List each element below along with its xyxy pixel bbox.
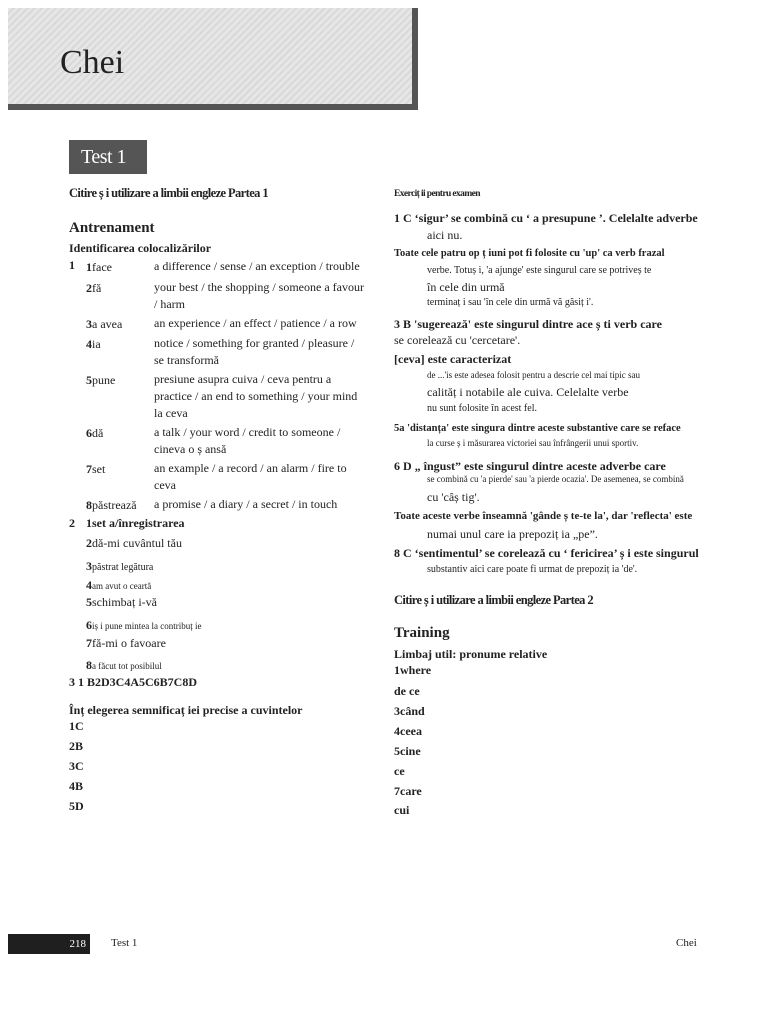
table-row <box>86 424 103 442</box>
table-row <box>86 371 115 389</box>
page-number: 218 <box>8 934 90 954</box>
list-item: ce <box>394 764 405 778</box>
list-item <box>86 576 151 594</box>
chapter-title: Chei <box>60 44 125 81</box>
row-definition: a difference / sense / an exception / trouble <box>154 259 360 273</box>
row-number: 7 <box>86 462 92 476</box>
item-number: 1 <box>86 516 92 530</box>
row-number: 1 <box>86 260 92 274</box>
answer-item: 4B <box>69 779 84 793</box>
exercise-2-number: 2 <box>69 516 75 530</box>
row-definition: a talk / your word / credit to someone / cineva o ș ansă <box>154 425 341 456</box>
list-item: 3când <box>394 704 425 718</box>
test-label: Test 1 <box>69 140 147 174</box>
answer-item: 5D <box>69 799 84 813</box>
list-item: 5cine <box>394 744 421 758</box>
item-number: 4 <box>86 578 92 592</box>
list-item <box>86 516 185 531</box>
table-row <box>86 496 137 514</box>
exercise-1-number: 1 <box>69 258 75 272</box>
answer-3-line-1: 3 B 'sugerează' este singurul dintre ace ș ti verb care <box>394 317 662 331</box>
item-number: 5 <box>86 595 92 609</box>
limbaj-heading: Limbaj util: pronume relative <box>394 647 548 661</box>
answer-2-line-1: Toate cele patru op ț iuni pot fi folosite cu 'up' ca verb frazal <box>394 248 665 259</box>
table-row <box>86 279 101 297</box>
answer-2-line-3: în cele din urmă <box>427 280 505 294</box>
table-row <box>86 335 101 353</box>
row-definition: an example / a record / an alarm / fire to ceva <box>154 461 347 492</box>
answer-1-line-1: 1 C ‘sigur’ se combină cu ‘ a presupune ’. Celelalte adverbe <box>394 211 698 225</box>
row-number: 6 <box>86 426 92 440</box>
list-item <box>86 536 182 551</box>
answer-6-line-3: cu 'câș tig'. <box>427 490 480 504</box>
table-row <box>86 460 105 478</box>
answer-7-line-2: numai unul care ia prepoziț ia „pe”. <box>427 527 598 541</box>
row-verb: a avea <box>92 317 123 331</box>
answer-5-line-2: la curse ș i măsurarea victoriei sau înfrângerii unui sportiv. <box>427 438 639 448</box>
exercise-3-answers: 3 1 B2D3C4A5C6B7C8D <box>69 675 198 689</box>
item-text: păstrat legătura <box>92 562 154 573</box>
row-number: 4 <box>86 337 92 351</box>
answer-4-line-2: de ...'is este adesea folosit pentru a descrie cel mai tipic sau <box>427 370 641 380</box>
item-number: 3 <box>86 559 92 573</box>
item-number: 2 <box>86 536 92 550</box>
answer-item: 1C <box>69 719 84 733</box>
item-text: set a/înregistrarea <box>92 516 185 530</box>
item-number: 6 <box>86 618 92 632</box>
list-item: cui <box>394 803 410 817</box>
answer-item: 3C <box>69 759 84 773</box>
answer-8-line-1: 8 C ‘sentimentul’ se corelează cu ‘ fericirea’ ș i este singurul <box>394 546 699 560</box>
item-text: fă-mi o favoare <box>92 636 166 650</box>
row-definition: your best / the shopping / someone a favour / harm <box>154 280 364 311</box>
item-text: schimbaț i-vă <box>92 595 157 609</box>
row-verb: pune <box>92 373 116 387</box>
list-item <box>86 557 153 575</box>
training-heading: Training <box>394 625 450 641</box>
list-item <box>86 636 166 651</box>
table-row <box>86 258 112 276</box>
section-heading-part1: Citire ș i utilizare a limbii engleze Partea 1 <box>69 186 268 200</box>
list-item: 4ceea <box>394 724 422 738</box>
row-definition: a promise / a diary / a secret / in touch <box>154 497 338 511</box>
answer-5-line-1: 5a 'distanța' este singura dintre aceste substantive care se reface <box>394 423 681 434</box>
row-definition: an experience / an effect / patience / a row <box>154 316 357 330</box>
answer-2-line-4: terminaț i sau 'în cele din urmă vă găsiț i'. <box>427 297 594 308</box>
answer-6-line-1: 6 D „ îngust” este singurul dintre aceste adverbe care <box>394 459 666 473</box>
list-item: 1where <box>394 663 432 677</box>
row-verb: face <box>92 260 112 274</box>
item-text: iș i pune mintea la contribuț ie <box>92 621 202 631</box>
row-verb: păstrează <box>92 498 137 512</box>
row-number: 5 <box>86 373 92 387</box>
answer-2-line-2: verbe. Totuș i, 'a ajunge' este singurul care se potriveș te <box>427 265 652 276</box>
row-verb: fă <box>92 281 102 295</box>
row-definition: notice / something for granted / pleasure / se transformă <box>154 336 355 367</box>
row-verb: set <box>92 462 106 476</box>
row-verb: dă <box>92 426 104 440</box>
list-item <box>86 616 201 634</box>
intelegerea-heading: Înț elegerea semnificaț iei precise a cuvintelor <box>69 703 303 717</box>
section-heading-part2: Citire ș i utilizare a limbii engleze Partea 2 <box>394 593 593 607</box>
footer-right-label: Chei <box>676 937 697 949</box>
answer-6-line-2: se combină cu 'a pierde' sau 'a pierde ocazia'. De asemenea, se combină <box>427 474 684 484</box>
answer-1-line-2: aici nu. <box>427 228 463 242</box>
answer-4-line-4: nu sunt folosite în acest fel. <box>427 403 537 414</box>
item-text: a făcut tot posibilul <box>92 661 162 671</box>
item-number: 8 <box>86 658 92 672</box>
exercitii-heading: Exerciț ii pentru examen <box>394 189 480 199</box>
item-text: am avut o ceartă <box>92 581 152 591</box>
item-text: dă-mi cuvântul tău <box>92 536 182 550</box>
row-number: 3 <box>86 317 92 331</box>
answer-7-line-1: Toate aceste verbe înseamnă 'gânde ș te-te la', dar 'reflecta' este <box>394 510 693 522</box>
item-number: 7 <box>86 636 92 650</box>
table-row <box>86 315 122 333</box>
list-item <box>86 595 157 610</box>
answer-item: 2B <box>69 739 84 753</box>
identificarea-heading: Identificarea colocalizărilor <box>69 241 212 255</box>
list-item: de ce <box>394 684 420 698</box>
row-definition: presiune asupra cuiva / ceva pentru a practice / an end to something / your mind la ceva <box>154 372 358 420</box>
antrenament-heading: Antrenament <box>69 220 155 236</box>
answer-3-line-2: se corelează cu 'cercetare'. <box>394 333 521 347</box>
answer-8-line-2: substantiv aici care poate fi urmat de prepoziț ia 'de'. <box>427 564 638 575</box>
list-item <box>86 656 162 674</box>
list-item: 7care <box>394 784 422 798</box>
answer-4-line-1: [ceva] este caracterizat <box>394 352 512 366</box>
row-number: 2 <box>86 281 92 295</box>
row-number: 8 <box>86 498 92 512</box>
footer-left-label: Test 1 <box>111 937 138 949</box>
row-verb: ia <box>92 337 101 351</box>
answer-4-line-3: calităț i notabile ale cuiva. Celelalte verbe <box>427 385 629 399</box>
